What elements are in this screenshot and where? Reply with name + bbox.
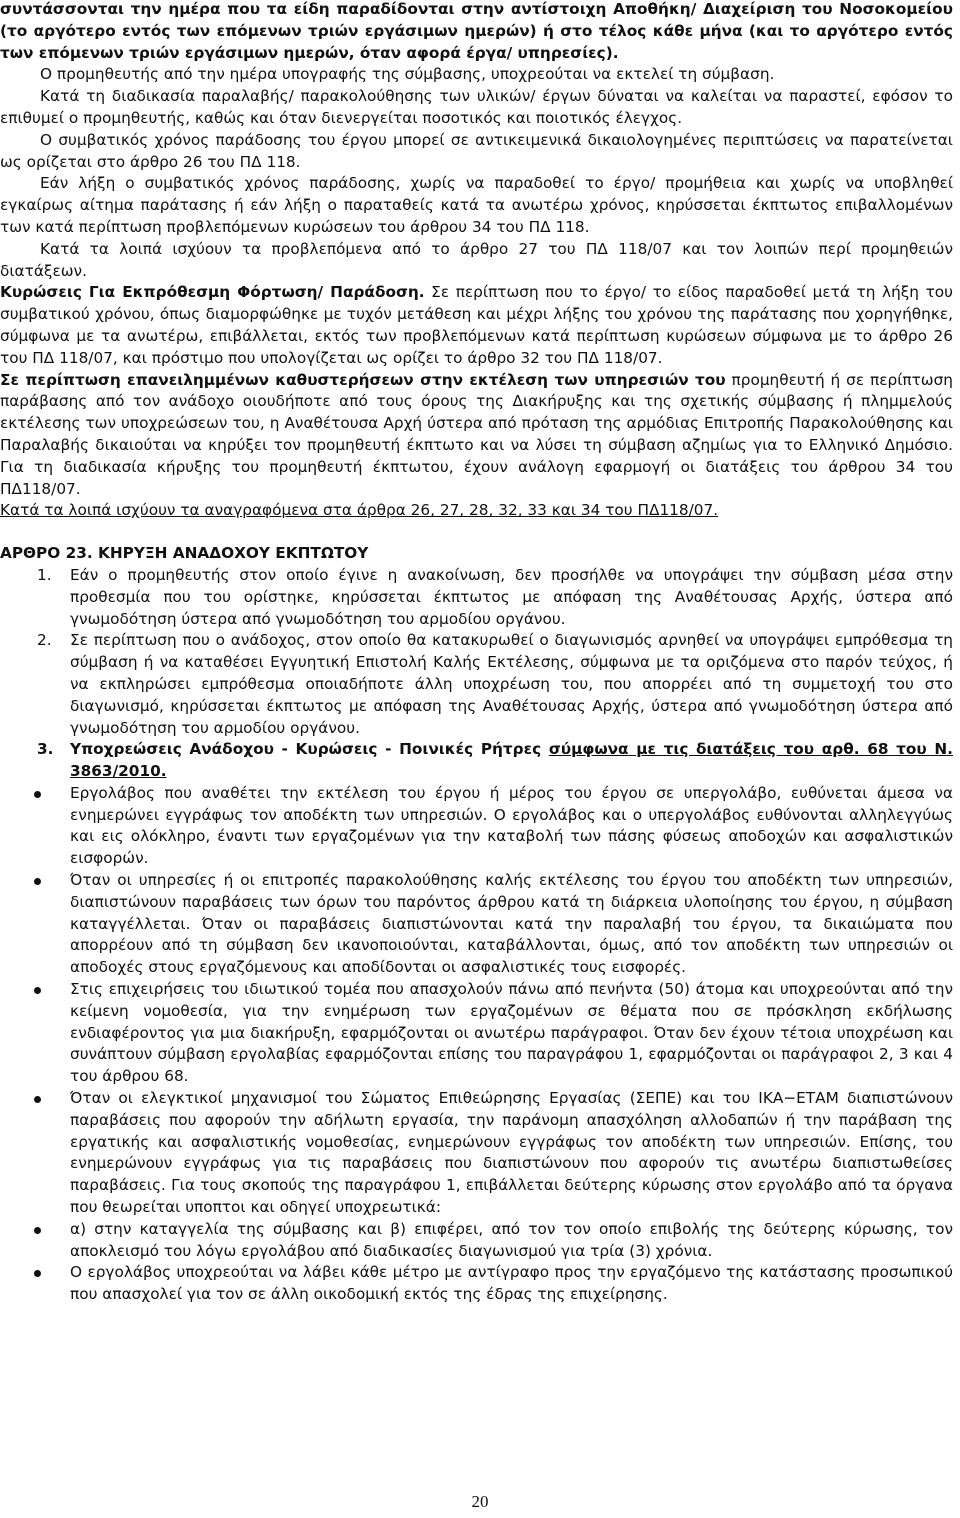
list-item [0, 1088, 953, 1219]
paragraph-inspection: Κατά τη διαδικασία παραλαβής/ παρακολούθησης των υλικών/ έργων δύναται να καλείται να παραστεί, εφόσον το επιθυμεί ο προμηθευτής, καθώς και όταν διενεργείται ποσοτικός και ποιοτικός έλεγχος. [0, 87, 953, 127]
paragraph-supplier-obligation: Ο προμηθευτής από την ημέρα υπογραφής της σύμβασης, υποχρεούται να εκτελεί τη σύμβαση. [40, 65, 775, 84]
spacer [0, 522, 953, 543]
list-number: 1. [37, 565, 52, 584]
obligations-law-reference: σύμφωνα με τις διατάξεις του αρθ. 68 του Ν. 3863/2010. [70, 740, 953, 781]
page-number: 20 [471, 1492, 489, 1511]
list-item [0, 979, 953, 1088]
late-delivery-text: Σε περίπτωση που το έργο/ το είδος παραδοθεί μετά τη λήξη του συμβατικού χρόνου, όπως διαμορφώθηκε με τυχόν μετάθεση και μέχρι λήξης του χρόνου της παράτασης που χορηγήθηκε, σύμφωνα με τα ανωτέρω, επιβάλλεται, εκτός των προβλεπόμενων κατά περίπτωση κυρώσεων σύμφωνα με το άρθρο 26 του ΠΔ 118/07, και πρόστιμο που υπολογίζεται ως ορίζει το άρθρο 32 του ΠΔ 118/07. [0, 283, 954, 367]
list-item [0, 739, 953, 783]
list-item-text: Εάν ο προμηθευτής στον οποίο έγινε η ανακοίνωση, δεν προσήλθε να υπογράψει την σύμβαση μέσα στην προθεσμία που του ορίστηκε, κηρύσσεται έκπτωτος με απόφαση της Αναθέτουσας Αρχής, ύστερα από γνωμοδότηση ύστερα από γνωμοδότηση του αρμοδίου οργάνου. [70, 565, 953, 628]
bullet-icon [34, 878, 41, 885]
paragraph-expiry: Εάν λήξη ο συμβατικός χρόνος παράδοσης, χωρίς να παραδοθεί το έργο/ προμήθεια και χωρίς να υποβληθεί εγκαίρως αίτημα παράτασης ή εάν λήξη ο παραταθείς κατά τα ανωτέρω χρόνος, κηρύσσεται έκπτωτος επιβαλλομένων των κατά περίπτωση προβλεπόμενων κυρώσεων του άρθρου 34 του ΠΔ 118. [0, 174, 953, 236]
bullet-icon [34, 1096, 41, 1103]
list-item [0, 1262, 953, 1306]
obligations-bullet-list [0, 783, 953, 1306]
obligations-title: Υποχρεώσεις Ανάδοχου - Κυρώσεις - Ποινικές Ρήτρες [70, 740, 549, 759]
list-item-text: Όταν οι ελεγκτικοί μηχανισμοί του Σώματος Επιθεώρησης Εργασίας (ΣΕΠΕ) και του ΙΚΑ−ΕΤΑΜ διαπιστώνουν παραβάσεις που αφορούν την αδήλωτη εργασία, την παράνομη απασχόληση αλλοδαπών ή την παράβαση της εργατικής και ασφαλιστικής νομοθεσίας, ενημερώνουν εγγράφως τον αποδέκτη των υπηρεσιών. Επίσης, του ενημερώνουν εγγράφως για τις παραβάσεις που διαπιστώνουν που αφορούν τις ανωτέρω διαπιστωθείσες παραβάσεις. Για τους σκοπούς της παραγράφου 1, επιβάλλεται δεύτερης κύρωσης στον εργολάβο από τα όργανα που θεωρείται υποπτοι και οδηγεί υποχρεωτικά: [70, 1089, 953, 1217]
paragraph-other-provisions: Κατά τα λοιπά ισχύουν τα προβλεπόμενα από το άρθρο 27 του ΠΔ 118/07 και τον λοιπών περί προμηθειών διατάξεων. [0, 239, 953, 280]
bullet-icon [34, 987, 41, 994]
list-item-text: Στις επιχειρήσεις του ιδιωτικού τομέα που απασχολούν πάνω από πενήντα (50) άτομα και υποχρεούνται από την κείμενη νομοθεσία, για την ενημέρωση των εργαζομένων σε θέματα που σε πρόσκληση εκδήλωσης ενδιαφέροντος για μια διακήρυξη, εφαρμόζονται οι ανωτέρω παράγραφοι. Όταν δεν έχουν τέτοια υποχρέωση και συνάπτουν σύμβαση εργολαβίας εφαρμόζονται επίσης του παραγράφου 1, εφαρμόζονται οι παράγραφοι 2, 3 και 4 του άρθρου 68. [70, 980, 953, 1086]
list-number: 3. [37, 740, 54, 759]
list-item-text: Ο εργολάβος υποχρεούται να λάβει κάθε μέτρο με αντίγραφο προς την εργαζόμενο της κατάστασης προσωπικού που απασχολεί για τον σε άλλη οικοδομική εκτός της έδρας της επιχείρησης. [70, 1263, 953, 1304]
paragraph-late-delivery [0, 282, 953, 369]
repeated-delays-title: Σε περίπτωση επανειλημμένων καθυστερήσεων στην εκτέλεση των υπηρεσιών του [0, 370, 726, 389]
paragraph-extension: Ο συμβατικός χρόνος παράδοσης του έργου μπορεί σε αντικειμενικά δικαιολογημένες περιπτώσεις να παρατείνεται ως ορίζεται στο άρθρο 26 του ΠΔ 118. [0, 130, 953, 171]
paragraph-applicable-articles: Κατά τα λοιπά ισχύουν τα αναγραφόμενα στα άρθρα 26, 27, 28, 32, 33 και 34 του ΠΔ118/07. [0, 501, 719, 520]
list-item [0, 630, 953, 739]
bullet-icon [34, 1270, 41, 1277]
article-numbered-list [0, 565, 953, 783]
list-item-text: Εργολάβος που αναθέτει την εκτέλεση του έργου ή μέρος του έργου σε υπεργολάβο, ευθύνεται άμεσα να ενημερώνει εγγράφως τον αποδέκτη των υπηρεσιών. Ο εργολάβος και ο υπεργολάβος ευθύνονται αλληλεγγύως και εις ολόκληρο, έναντι των εργαζομένων για την καταβολή των πάσης φύσεως αποδοχών και ασφαλιστικών εισφορών. [70, 783, 953, 868]
list-item [0, 1219, 953, 1263]
repeated-delays-text: προμηθευτή ή σε περίπτωση παράβασης από τον ανάδοχο οιουδήποτε από τους όρους της Διακήρυξης και της σχετικής σύμβασης ή πλημμελούς εκτέλεσης των υποχρεώσεων του, η Αναθέτουσα Αρχή ύστερα από πρόταση της αρμόδιας Επιτροπής Παρακολούθησης και Παραλαβής δικαιούται να κηρύξει τον προμηθευτή έκπτωτο και να λύσει τη σύμβαση αζημίως για το Ελληνικό Δημόσιο. Για τη διαδικασία κήρυξης του προμηθευτή έκπτωτου, έχουν ανάλογη εφαρμογή οι διατάξεις του άρθρου 34 του ΠΔ118/07. [0, 370, 953, 498]
list-number: 2. [37, 631, 52, 650]
bullet-icon [34, 1227, 41, 1234]
list-item [0, 783, 953, 870]
list-item [0, 565, 953, 630]
late-delivery-title: Κυρώσεις Για Εκπρόθεσμη Φόρτωση/ Παράδοση. [0, 283, 425, 302]
list-item-text: Σε περίπτωση που ο ανάδοχος, στον οποίο θα κατακυρωθεί ο διαγωνισμός αρνηθεί να υπογράψει εμπρόθεσμα τη σύμβαση ή να καταθέσει Εγγυητική Επιστολή Καλής Εκτέλεσης, σύμφωνα με τα οριζόμενα στο παρόν τεύχος, ή να εκπληρώσει εμπρόθεσμα οποιαδήποτε άλλη υποχρέωση του, που απορρέει από τη συμμετοχή του στο διαγωνισμό, κηρύσσεται έκπτωτος με απόφαση της Αναθέτουσας Αρχής, ύστερα από γνωμοδότηση ύστερα από γνωμοδότηση του αρμοδίου οργάνου. [70, 631, 953, 737]
paragraph-delivery-protocols: συντάσσονται την ημέρα που τα είδη παραδίδονται στην αντίστοιχη Αποθήκη/ Διαχείριση του Νοσοκομείου (το αργότερο εντός των επόμενων τριών εργάσιμων ημερών) ή στο τέλος κάθε μήνα (και το αργότερο εντός των επόμενων τριών εργάσιμων ημερών, όταν αφορά έργα/ υπηρεσίες). [0, 0, 953, 62]
list-item [0, 870, 953, 979]
article-heading: ΑΡΘΡΟ 23. ΚΗΡΥΞΗ ΑΝΑΔΟΧΟΥ ΕΚΠΤΩΤΟΥ [0, 544, 369, 563]
list-item-text: Όταν οι υπηρεσίες ή οι επιτροπές παρακολούθησης καλής εκτέλεσης του έργου του αποδέκτη των υπηρεσιών, διαπιστώνουν παραβάσεις των όρων του παρόντος άρθρου κατά τη διάρκεια υλοποίησης του έργου, η σύμβαση καταγγέλλεται. Όταν οι παραβάσεις διαπιστώνονται κατά την παραλαβή του έργου, τα δικαιώματα που απορρέουν από τη σύμβαση δεν ικανοποιούνται, καταβάλλονται, όμως, από τον αποδέκτη των υπηρεσιών οι αποδοχές στους εργαζόμενους και αποδίδονται οι ασφαλιστικές τους εισφορές. [70, 871, 953, 977]
bullet-icon [34, 791, 41, 798]
paragraph-repeated-delays [0, 370, 953, 501]
list-item-text: α) στην καταγγελία της σύμβασης και β) επιφέρει, από τον τον οποίο επιβολής της δεύτερης κύρωσης, τον αποκλεισμό του λόγω εργολάβου από διαδικασίες διαγωνισμού για τρία (3) χρόνια. [70, 1219, 953, 1260]
